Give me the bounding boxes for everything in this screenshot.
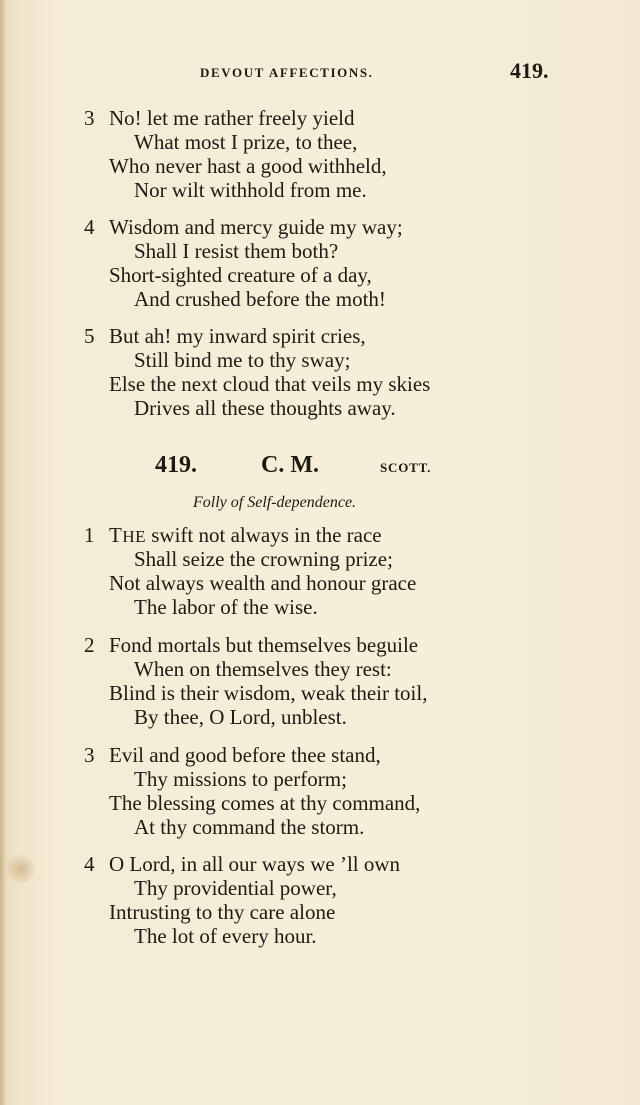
initial-word bbox=[109, 523, 146, 547]
verse-line: And crushed before the moth! bbox=[134, 287, 386, 311]
initial-small-caps: HE bbox=[122, 527, 146, 546]
hymn-meter: C. M. bbox=[261, 452, 319, 478]
initial-capital: T bbox=[109, 523, 123, 547]
verse-line: Wisdom and mercy guide my way; bbox=[109, 215, 403, 239]
verse-line: At thy command the storm. bbox=[134, 815, 365, 839]
stanza-number: 3 bbox=[84, 106, 95, 130]
verse-line: No! let me rather freely yield bbox=[109, 106, 355, 130]
verse-line: Intrusting to thy care alone bbox=[109, 900, 336, 924]
verse-line: The lot of every hour. bbox=[134, 924, 317, 948]
verse-line: Who never hast a good withheld, bbox=[109, 154, 387, 178]
verse-line: Nor wilt withhold from me. bbox=[134, 178, 367, 202]
stanza-number: 1 bbox=[84, 523, 95, 547]
verse-line bbox=[109, 523, 382, 549]
verse-line: The labor of the wise. bbox=[134, 595, 318, 619]
hymn-heading bbox=[0, 452, 640, 484]
verse-line: When on themselves they rest: bbox=[134, 657, 392, 681]
stanza-number: 4 bbox=[84, 852, 95, 876]
page-binding-edge bbox=[0, 0, 6, 1105]
verse-line: Shall seize the crowning prize; bbox=[134, 547, 393, 571]
verse-line: Fond mortals but themselves beguile bbox=[109, 633, 419, 657]
verse-line: Drives all these thoughts away. bbox=[134, 396, 396, 420]
verse-line: By thee, O Lord, unblest. bbox=[134, 705, 347, 729]
running-title: DEVOUT AFFECTIONS. bbox=[200, 65, 374, 80]
stanza-number: 4 bbox=[84, 215, 95, 239]
hymn-author: SCOTT. bbox=[380, 460, 432, 475]
verse-line: Evil and good before thee stand, bbox=[109, 743, 381, 767]
verse-line: But ah! my inward spirit cries, bbox=[109, 324, 366, 348]
verse-line: What most I prize, to thee, bbox=[134, 130, 358, 154]
verse-line: Blind is their wisdom, weak their toil, bbox=[109, 681, 428, 705]
verse-line: O Lord, in all our ways we ’ll own bbox=[109, 852, 401, 876]
verse-line: Not always wealth and honour grace bbox=[109, 571, 417, 595]
verse-line: Short-sighted creature of a day, bbox=[109, 263, 372, 287]
stanza-number: 3 bbox=[84, 743, 95, 767]
page-number: 419. bbox=[510, 58, 549, 83]
hymn-number: 419. bbox=[155, 452, 197, 478]
verse-line: Thy providential power, bbox=[134, 876, 337, 900]
verse-line: The blessing comes at thy command, bbox=[109, 791, 421, 815]
stanza-number: 2 bbox=[84, 633, 95, 657]
verse-line: Still bind me to thy sway; bbox=[134, 348, 351, 372]
stanza-number: 5 bbox=[84, 324, 95, 348]
page-header bbox=[0, 58, 640, 88]
verse-line: Shall I resist them both? bbox=[134, 239, 339, 263]
hymn-title: Folly of Self-dependence. bbox=[193, 494, 357, 511]
verse-line: Thy missions to perform; bbox=[134, 767, 347, 791]
verse-line: Else the next cloud that veils my skies bbox=[109, 372, 431, 396]
paper-stain bbox=[6, 852, 36, 886]
line-rest: swift not always in the race bbox=[146, 523, 382, 547]
